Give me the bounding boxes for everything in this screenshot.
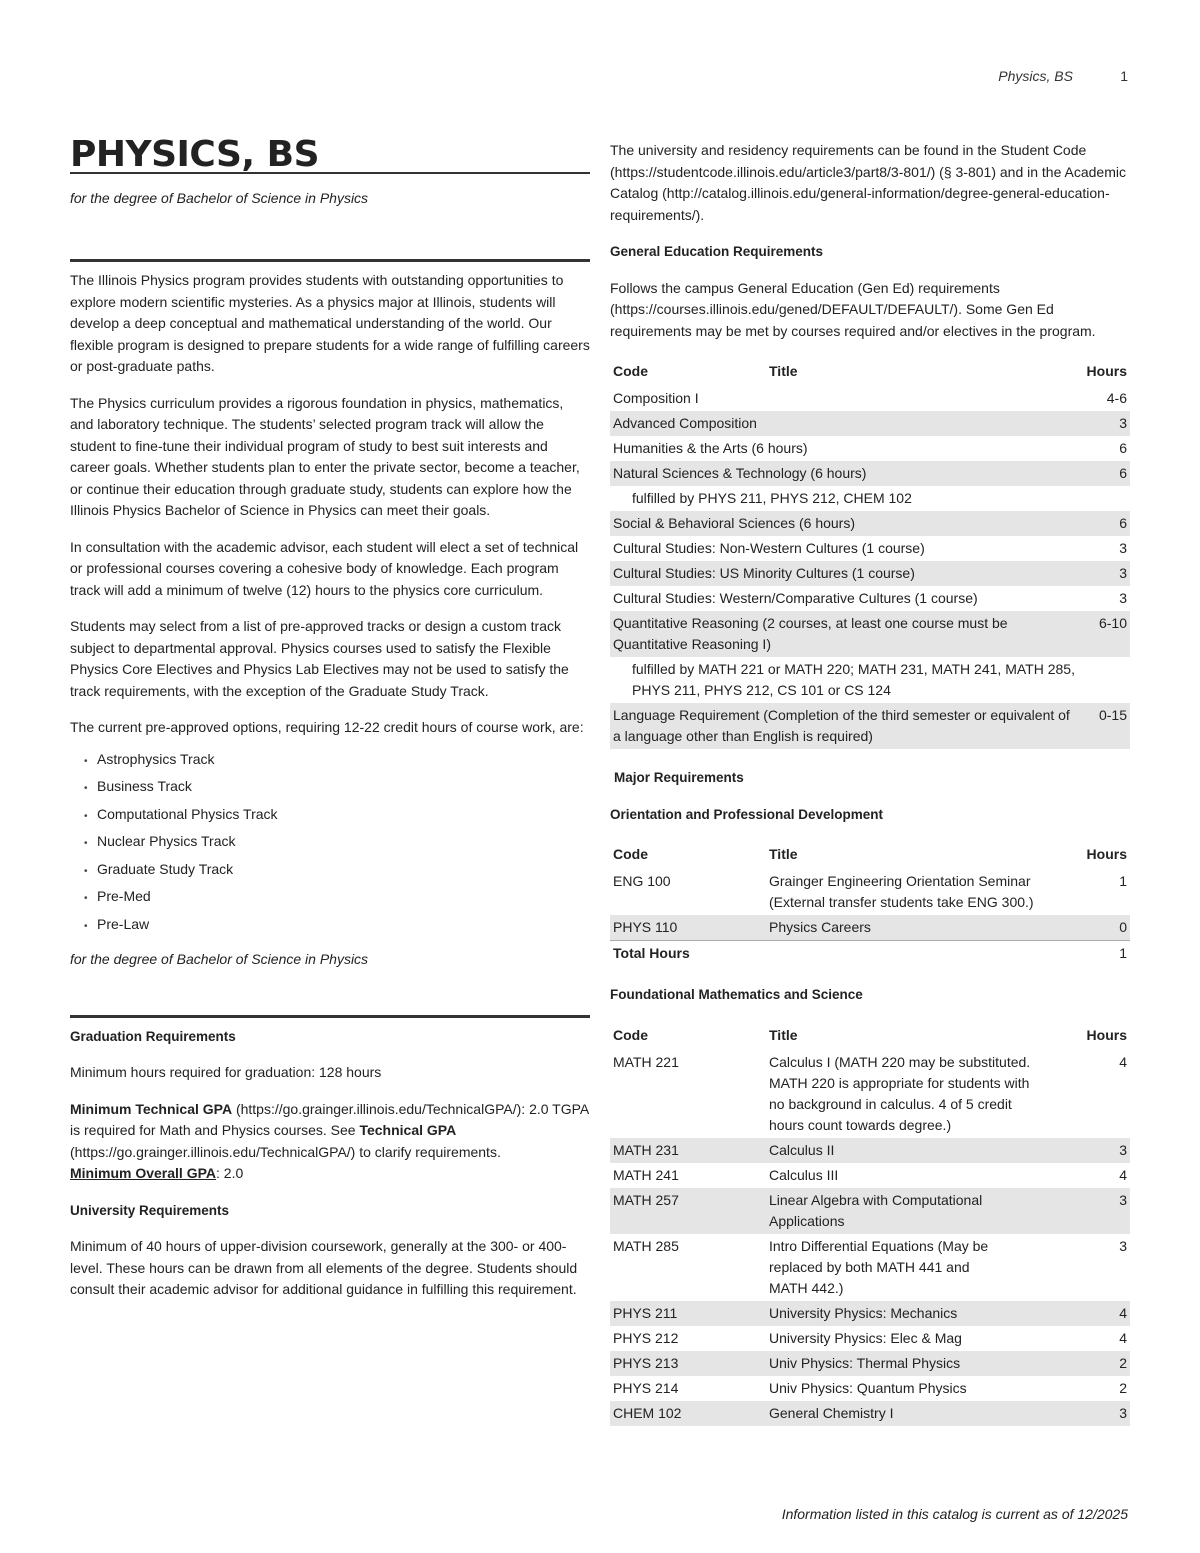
right-column <box>610 140 1130 1426</box>
table-row: fulfilled by PHYS 211, PHYS 212, CHEM 102 <box>632 490 912 506</box>
page-subtitle-repeat: for the degree of Bachelor of Science in Physics <box>70 951 369 967</box>
table-row: Composition I 4-6 <box>613 390 1127 406</box>
tgpa-link-2[interactable]: (https://go.grainger.illinois.edu/TechnicalGPA/) <box>70 1143 356 1160</box>
track-list <box>70 749 590 938</box>
page-number: 1 <box>1120 68 1128 84</box>
list-item: • Nuclear Physics Track <box>84 831 590 855</box>
table-row: PHYS 110 Physics Careers 0 <box>610 915 1130 941</box>
table-header: Code Title Hours <box>613 1026 1127 1043</box>
bullet-icon: • <box>84 893 88 904</box>
table-row: Cultural Studies: US Minority Cultures (1 course) 3 <box>610 561 1130 586</box>
tgpa-label-2: Technical GPA <box>359 1122 457 1138</box>
table-row: CHEM 102 General Chemistry I 3 <box>610 1401 1130 1426</box>
section-divider <box>70 1015 590 1018</box>
bullet-icon: • <box>84 755 88 767</box>
page-footer: Information listed in this catalog is current as of 12/2025 <box>781 1506 1128 1522</box>
tgpa-label: Minimum Technical GPA <box>70 1100 233 1117</box>
table-row: fulfilled by MATH 221 or MATH 220; MATH 231, MATH 241, MATH 285, PHYS 211, PHYS 212, CS 101 or CS 124 <box>632 661 1075 698</box>
table-row: Natural Sciences & Technology (6 hours) 6 <box>610 461 1130 486</box>
running-title: Physics, BS <box>998 68 1073 84</box>
table-row: MATH 257 Linear Algebra with Computational Applications 3 <box>610 1188 1130 1234</box>
graduation-heading: Graduation Requirements <box>70 1028 236 1044</box>
intro-paragraph: The Illinois Physics program provides students with outstanding opportunities to explore modern scientific mysteries. As a physics major at Illinois, students will develop a deep conceptual and mathematical understanding of the world. Our flexible program is designed to prepare students for a wide range of fulfilling careers or post-graduate paths. <box>70 272 590 374</box>
gened-text: Follows the campus General Education (Gen Ed) requirements (https://courses.illinois.edu/gened/DEFAULT/DEFAULT/). Some Gen Ed requirements may be met by courses required and/or electives in the program. <box>610 279 1096 339</box>
table-row: Humanities & the Arts (6 hours) 6 <box>613 440 1127 456</box>
table-row: PHYS 212 University Physics: Elec & Mag 4 <box>613 1329 1127 1346</box>
list-item: • Pre-Med <box>84 886 590 910</box>
page-subtitle: for the degree of Bachelor of Science in Physics <box>70 189 369 206</box>
table-row: PHYS 213 Univ Physics: Thermal Physics 2 <box>610 1351 1130 1376</box>
orientation-heading: Orientation and Professional Development <box>610 806 884 822</box>
list-item: • Astrophysics Track <box>84 749 590 773</box>
table-row: MATH 241 Calculus III 4 <box>613 1166 1127 1183</box>
page-header <box>0 68 1200 88</box>
foundational-heading: Foundational Mathematics and Science <box>610 987 863 1002</box>
major-heading: Major Requirements <box>614 770 744 785</box>
left-column <box>70 134 590 1316</box>
gened-heading: General Education Requirements <box>610 244 824 259</box>
table-row: MATH 285 Intro Differential Equations (May be replaced by both MATH 441 and MATH 442.) 3 <box>613 1237 1127 1296</box>
residency-text: The university and residency requirements can be found in the Student Code (https://studentcode.illinois.edu/article3/part8/3-801/) (§ 3-801) and in the Academic Catalog (http://catalog.illinois.edu/general-information/degree-general-education-requirements/). <box>610 142 1126 223</box>
bullet-icon: • <box>84 865 88 877</box>
intro-paragraph: Students may select from a list of pre-approved tracks or design a custom track subject to departmental approval. Physics courses used to satisfy the Flexible Physics Core Electives and Physics Lab Electives may not be used to satisfy the track requirements, with the exception of the Graduate Study Track. <box>70 618 569 699</box>
table-row: Cultural Studies: Western/Comparative Cultures (1 course) 3 <box>613 590 1127 606</box>
tgpa-link[interactable]: (https://go.grainger.illinois.edu/TechnicalGPA/) <box>232 1100 522 1117</box>
list-item: • Pre-Law <box>84 914 590 938</box>
table-row: MATH 231 Calculus II 3 <box>610 1138 1130 1163</box>
table-row: MATH 221 Calculus I (MATH 220 may be substituted. MATH 220 is appropriate for students with no background in calculus. 4 of 5 credit hours count towards degree.) 4 <box>613 1053 1127 1133</box>
bullet-icon: • <box>84 810 88 822</box>
overall-gpa-link[interactable]: Minimum Overall GPA <box>70 1165 216 1181</box>
table-row: Advanced Composition 3 <box>610 411 1130 436</box>
table-row: PHYS 211 University Physics: Mechanics 4 <box>610 1301 1130 1326</box>
list-item: • Business Track <box>84 776 590 800</box>
bullet-icon: • <box>84 838 88 849</box>
bullet-icon: • <box>84 920 88 932</box>
intro-paragraph: The current pre-approved options, requiring 12-22 credit hours of course work, are: <box>70 719 584 735</box>
list-item: • Graduate Study Track <box>84 859 590 883</box>
intro-paragraph: In consultation with the academic advisor, each student will elect a set of technical or professional courses covering a cohesive body of knowledge. Each program track will add a minimum of twelve (12) hours to the physics core curriculum. <box>70 538 579 598</box>
table-row: Cultural Studies: Non-Western Cultures (1 course) 3 <box>613 540 1127 556</box>
technical-gpa-paragraph: Minimum Technical GPA (https://go.grainger.illinois.edu/TechnicalGPA/): 2.0 TGPA is required for Math and Physics courses. See Technical GPA (https://go.grainger.illinois.edu/TechnicalGPA/) to clarify requirements. Minimum Overall GPA: 2.0 <box>70 1100 589 1181</box>
table-header: Code Title Hours <box>613 363 1127 379</box>
min-hours-text: Minimum hours required for graduation: 128 hours <box>70 1064 382 1080</box>
table-row: Quantitative Reasoning (2 courses, at least one course must be Quantitative Reasoning I) 6-10 <box>610 611 1130 657</box>
table-row: Language Requirement (Completion of the third semester or equivalent of a language other than English is required) 0-15 <box>610 703 1130 749</box>
list-item: • Computational Physics Track <box>84 804 590 828</box>
table-row: PHYS 214 Univ Physics: Quantum Physics 2 <box>613 1379 1127 1396</box>
total-row: Total Hours 1 <box>610 941 1130 967</box>
section-divider <box>70 259 590 262</box>
university-text: Minimum of 40 hours of upper-division coursework, generally at the 300- or 400-level. These hours can be drawn from all elements of the degree. Students should consult their academic advisor for additional guidance in fulfilling this requirement. <box>70 1238 578 1297</box>
orientation-table <box>610 840 1130 966</box>
table-row: Social & Behavioral Sciences (6 hours) 6 <box>610 511 1130 536</box>
intro-paragraph: The Physics curriculum provides a rigorous foundation in physics, mathematics, and laboratory technique. The students’ selected program track will allow the student to fine-tune their individual program of study to best suit interests and career goals. Whether students plan to enter the private sector, become a teacher, or continue their education through graduate study, students can explore how the Illinois Physics Bachelor of Science in Physics can meet their goals. <box>70 394 580 518</box>
table-header: Code Title Hours <box>613 846 1127 862</box>
university-heading: University Requirements <box>70 1202 230 1218</box>
foundational-table <box>610 1021 1130 1426</box>
bullet-icon: • <box>84 783 88 794</box>
gened-table <box>610 357 1130 749</box>
page-title: PHYSICS, BS <box>70 140 590 174</box>
table-row: ENG 100 Grainger Engineering Orientation Seminar (External transfer students take ENG 300.) 1 <box>613 873 1127 910</box>
